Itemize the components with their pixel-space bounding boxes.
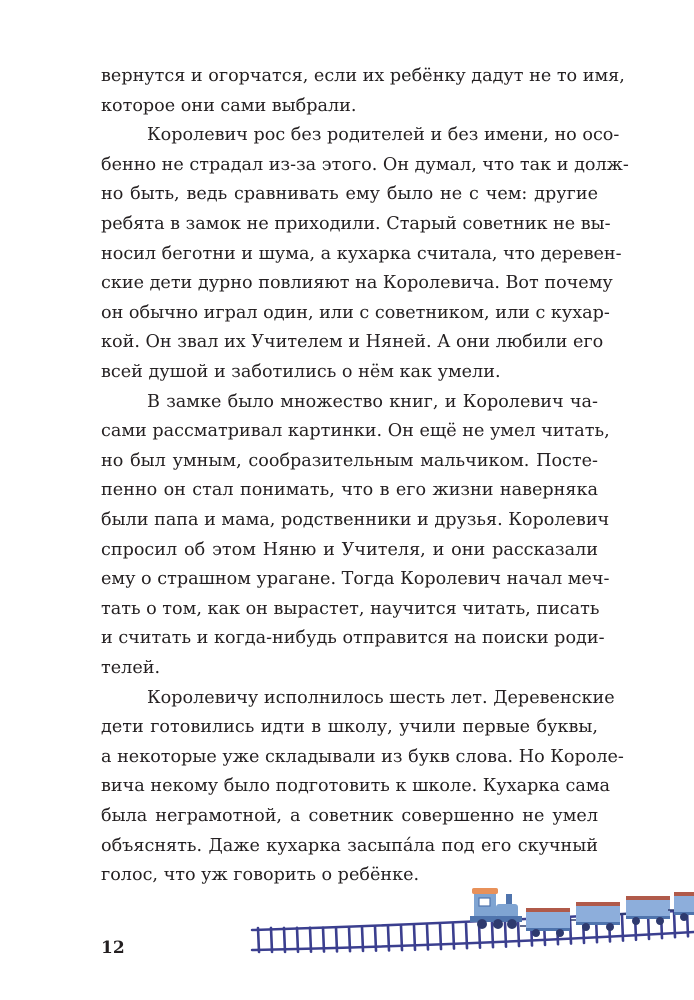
text-line: ребята в замок не приходили. Старый советник не вы- bbox=[101, 214, 611, 234]
text-line: дети готовились идти в школу, учили первые буквы, bbox=[101, 717, 598, 737]
text-line: и считать и когда-нибудь отправится на поиски роди- bbox=[101, 628, 605, 648]
wagon-body bbox=[526, 912, 570, 928]
text-line: он обычно играл один, или с советником, или с кухар- bbox=[101, 303, 610, 323]
train-wagon bbox=[570, 902, 620, 931]
rail-sleeper bbox=[349, 927, 350, 951]
rail-sleeper bbox=[323, 928, 324, 952]
wagon-wheel bbox=[680, 913, 688, 921]
rail-sleeper bbox=[440, 925, 441, 949]
text-line: которое они сами выбрали. bbox=[101, 96, 357, 116]
text-line: ские дети дурно повлияют на Королевича. Вот почему bbox=[101, 273, 613, 293]
wagon-wheel bbox=[532, 929, 540, 937]
rail-sleeper bbox=[310, 928, 311, 952]
rail-sleeper bbox=[505, 922, 506, 947]
rail-sleeper bbox=[297, 928, 298, 952]
text-line: носил беготни и шума, а кухарка считала, что деревен- bbox=[101, 244, 622, 264]
rail-sleeper bbox=[518, 921, 519, 946]
wagon-wheel bbox=[582, 923, 590, 931]
wagon-wheel bbox=[656, 917, 664, 925]
rail-sleeper bbox=[466, 924, 467, 948]
text-line: тать о том, как он вырастет, научится читать, писать bbox=[101, 599, 600, 619]
wagon-top-stripe bbox=[626, 896, 670, 900]
wagon-wheel bbox=[606, 923, 614, 931]
rail-sleeper bbox=[401, 926, 402, 950]
text-line: ему о страшном урагане. Тогда Королевич начал меч- bbox=[101, 569, 610, 589]
text-line: голос, что уж говорить о ребёнке. bbox=[101, 865, 420, 885]
rail-sleeper bbox=[492, 923, 493, 948]
wagon-body bbox=[626, 900, 670, 916]
text-line: пенно он стал понимать, что в его жизни наверняка bbox=[101, 480, 598, 500]
wagon-wheel bbox=[632, 917, 640, 925]
rail-sleeper bbox=[336, 927, 337, 951]
rail-sleeper bbox=[284, 928, 285, 952]
text-line: но быть, ведь сравнивать ему было не с чем: другие bbox=[101, 184, 598, 204]
rail-sleeper bbox=[453, 924, 454, 948]
train-wagon bbox=[620, 896, 670, 925]
toy-train-illustration bbox=[250, 880, 694, 970]
engine-chimney bbox=[506, 894, 512, 904]
text-line: была неграмотной, а советник совершенно не умел bbox=[101, 806, 598, 826]
wagon-body bbox=[674, 896, 694, 912]
text-line: спросил об этом Няню и Учителя, и они рассказали bbox=[101, 540, 598, 560]
rail-sleeper bbox=[258, 928, 259, 952]
rail-sleeper bbox=[271, 928, 272, 952]
rail-sleeper bbox=[570, 919, 571, 944]
rail-sleeper bbox=[674, 912, 675, 938]
text-line: Королевичу исполнилось шесть лет. Деревенские bbox=[147, 688, 615, 708]
rail-sleeper bbox=[622, 915, 623, 940]
wagon-base bbox=[626, 916, 670, 919]
wagon-body bbox=[576, 906, 620, 922]
engine-window bbox=[479, 898, 490, 906]
rail-sleeper bbox=[375, 927, 376, 951]
rail-sleeper bbox=[388, 926, 389, 950]
engine-boiler bbox=[496, 904, 518, 918]
text-line: В замке было множество книг, и Королевич ча- bbox=[147, 392, 598, 412]
rail-sleeper bbox=[362, 927, 363, 951]
page-number: 12 bbox=[101, 938, 125, 958]
wagon-top-stripe bbox=[576, 902, 620, 906]
train-wagon bbox=[668, 892, 694, 921]
train-engine bbox=[470, 888, 522, 929]
text-line: телей. bbox=[101, 658, 161, 678]
wagon-base bbox=[576, 922, 620, 925]
engine-cab-roof bbox=[472, 888, 498, 894]
wagon-wheel bbox=[556, 929, 564, 937]
text-line: Королевич рос без родителей и без имени, но осо- bbox=[147, 125, 620, 145]
wagon-base bbox=[526, 928, 570, 931]
wagon-top-stripe bbox=[674, 892, 694, 896]
text-line: сами рассматривал картинки. Он ещё не умел читать, bbox=[101, 421, 610, 441]
text-line: вернутся и огорчатся, если их ребёнку дадут не то имя, bbox=[101, 66, 625, 86]
text-line: кой. Он звал их Учителем и Няней. А они любили его bbox=[101, 332, 604, 352]
text-line: бенно не страдал из-за этого. Он думал, что так и долж- bbox=[101, 155, 629, 175]
engine-wheel bbox=[507, 919, 517, 929]
text-line: объяснять. Даже кухарка засыпáла под его скучный bbox=[101, 836, 598, 856]
engine-wheel bbox=[477, 919, 487, 929]
rail-sleeper bbox=[414, 926, 415, 950]
text-line: были папа и мама, родственники и друзья. Королевич bbox=[101, 510, 610, 530]
wagon-top-stripe bbox=[526, 908, 570, 912]
engine-wheel bbox=[493, 919, 503, 929]
rail-sleeper bbox=[427, 925, 428, 949]
text-line: всей душой и заботились о нём как умели. bbox=[101, 362, 501, 382]
text-line: а некоторые уже складывали из букв слова. Но Короле- bbox=[101, 747, 624, 767]
rail-bottom bbox=[252, 932, 694, 950]
text-line: но был умным, сообразительным мальчиком. Посте- bbox=[101, 451, 598, 471]
text-line: вича некому было подготовить к школе. Кухарка сама bbox=[101, 776, 611, 796]
